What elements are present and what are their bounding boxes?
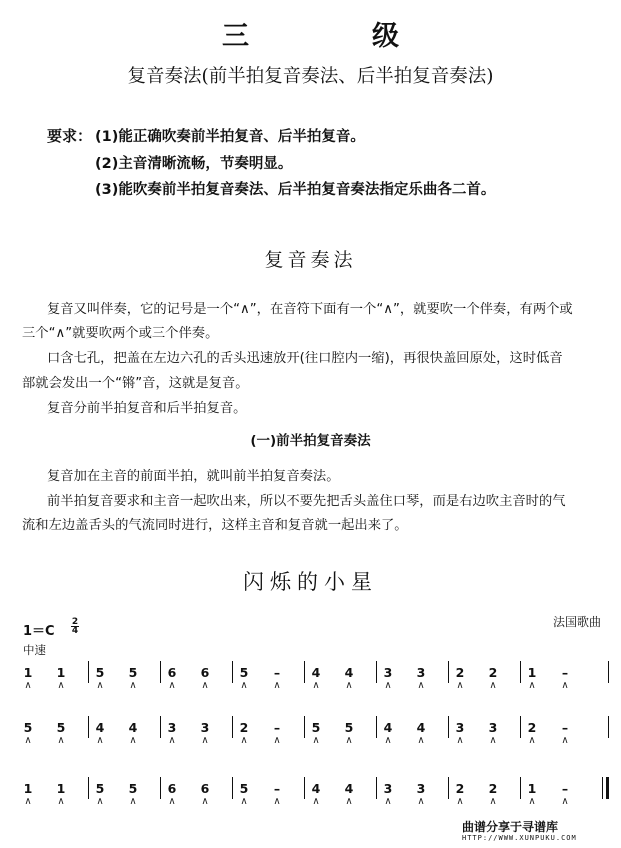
note: 2 [527,720,537,735]
accent-mark: ∧ [168,796,176,807]
note: 1 [527,781,537,796]
note: 4 [128,720,138,735]
accent-mark: ∧ [345,680,353,691]
bar-line [376,716,377,738]
note: 2 [488,781,498,796]
note: 4 [344,665,354,680]
note: 4 [95,720,105,735]
accent-mark: ∧ [96,796,104,807]
accent-mark: ∧ [201,680,209,691]
note: 3 [455,720,465,735]
song-title: 闪烁的小星 [243,570,378,594]
note: 6 [167,665,177,680]
bar-line [448,716,449,738]
accent-mark: ∧ [273,735,281,746]
bar-line [520,661,521,683]
note: 5 [128,665,138,680]
bar-line [160,777,161,799]
accent-mark: ∧ [201,735,209,746]
accent-mark: ∧ [561,680,569,691]
note: 5 [311,720,321,735]
accent-mark: ∧ [561,796,569,807]
note: 5 [128,781,138,796]
bar-line [304,777,305,799]
note: 5 [95,665,105,680]
dash: – [273,665,281,680]
note: 1 [56,665,66,680]
note: 5 [23,720,33,735]
note: 6 [200,665,210,680]
accent-mark: ∧ [96,735,104,746]
dash: – [561,665,569,680]
accent-mark: ∧ [456,680,464,691]
note: 2 [455,665,465,680]
note: 4 [344,781,354,796]
dash: – [273,720,281,735]
dash: – [273,781,281,796]
bar-line [448,661,449,683]
accent-mark: ∧ [489,735,497,746]
accent-mark: ∧ [273,796,281,807]
body-line: 三个“∧”就要吹两个或三个伴奏。 [22,326,219,341]
time-numerator: 2 [71,617,79,627]
time-denominator: 4 [71,626,79,636]
level-title: 三 级 [222,21,447,52]
body-line: 复音加在主音的前面半拍，就叫前半拍复音奏法。 [47,469,340,484]
body-line: 复音又叫伴奏，它的记号是一个“∧”，在音符下面有一个“∧”，就要吹一个伴奏，有两个或 [47,302,573,317]
bar-line [160,716,161,738]
accent-mark: ∧ [528,680,536,691]
bar-line [520,777,521,799]
accent-mark: ∧ [312,796,320,807]
accent-mark: ∧ [312,735,320,746]
note: 2 [239,720,249,735]
requirement-item: (3)能吹奏前半拍复音奏法、后半拍复音奏法指定乐曲各二首。 [95,182,496,198]
note: 3 [200,720,210,735]
body-line: 部就会发出一个“锵”音，这就是复音。 [22,376,249,391]
accent-mark: ∧ [240,680,248,691]
note: 5 [344,720,354,735]
accent-mark: ∧ [129,796,137,807]
body-line: 复音分前半拍复音和后半拍复音。 [47,401,247,416]
requirements-label: 要求： [47,127,93,145]
accent-mark: ∧ [57,680,65,691]
requirement-item: (1)能正确吹奏前半拍复音、后半拍复音。 [95,129,365,145]
bar-line [88,777,89,799]
key-signature: 1＝C [23,624,55,639]
note: 5 [56,720,66,735]
accent-mark: ∧ [57,796,65,807]
time-signature [70,618,80,635]
accent-mark: ∧ [168,680,176,691]
accent-mark: ∧ [417,680,425,691]
lesson-subtitle: 复音奏法(前半拍复音奏法、后半拍复音奏法) [127,66,494,87]
bar-line [520,716,521,738]
bar-line [304,661,305,683]
note: 6 [200,781,210,796]
accent-mark: ∧ [240,735,248,746]
accent-mark: ∧ [168,735,176,746]
accent-mark: ∧ [345,796,353,807]
bar-line [448,777,449,799]
accent-mark: ∧ [57,735,65,746]
note: 5 [239,665,249,680]
accent-mark: ∧ [417,796,425,807]
accent-mark: ∧ [384,735,392,746]
bar-line [232,661,233,683]
note: 4 [311,665,321,680]
bar-line [160,661,161,683]
bar-line [608,661,609,683]
note: 3 [416,781,426,796]
body-line: 流和左边盖舌头的气流同时进行，这样主音和复音就一起出来了。 [22,518,408,533]
body-line: 口含七孔，把盖在左边六孔的舌头迅速放开(往口腔内一缩)，再很快盖回原处，这时低音 [47,351,563,366]
dash: – [561,720,569,735]
note: 1 [23,665,33,680]
accent-mark: ∧ [129,680,137,691]
note: 3 [488,720,498,735]
note: 3 [167,720,177,735]
watermark-text: 曲谱分享于寻谱库 [462,820,559,834]
tempo-marking: 中速 [23,643,46,657]
bar-line [232,716,233,738]
note: 5 [95,781,105,796]
accent-mark: ∧ [384,680,392,691]
accent-mark: ∧ [273,680,281,691]
composer-credit: 法国歌曲 [553,615,602,629]
note: 1 [527,665,537,680]
note: 1 [23,781,33,796]
accent-mark: ∧ [96,680,104,691]
final-bar-thin [602,777,603,799]
bar-line [376,661,377,683]
requirement-item: (2)主音清晰流畅，节奏明显。 [95,156,293,172]
section-title: 复音奏法 [264,249,357,271]
dash: – [561,781,569,796]
note: 2 [455,781,465,796]
note: 4 [416,720,426,735]
accent-mark: ∧ [24,796,32,807]
note: 5 [239,781,249,796]
bar-line [608,716,609,738]
final-bar-thick [606,777,609,799]
accent-mark: ∧ [129,735,137,746]
accent-mark: ∧ [528,735,536,746]
accent-mark: ∧ [201,796,209,807]
note: 3 [383,781,393,796]
bar-line [232,777,233,799]
accent-mark: ∧ [528,796,536,807]
note: 2 [488,665,498,680]
note: 4 [311,781,321,796]
bar-line [304,716,305,738]
accent-mark: ∧ [240,796,248,807]
note: 3 [383,665,393,680]
note: 4 [383,720,393,735]
note: 3 [416,665,426,680]
bar-line [88,716,89,738]
note: 6 [167,781,177,796]
note: 1 [56,781,66,796]
accent-mark: ∧ [417,735,425,746]
watermark-url: HTTP://WWW.XUNPUKU.COM [462,834,577,842]
accent-mark: ∧ [24,680,32,691]
accent-mark: ∧ [489,796,497,807]
accent-mark: ∧ [456,735,464,746]
accent-mark: ∧ [384,796,392,807]
body-line: 前半拍复音要求和主音一起吹出来，所以不要先把舌头盖住口琴，而是右边吹主音时的气 [47,494,566,509]
accent-mark: ∧ [561,735,569,746]
accent-mark: ∧ [489,680,497,691]
accent-mark: ∧ [312,680,320,691]
accent-mark: ∧ [456,796,464,807]
accent-mark: ∧ [345,735,353,746]
accent-mark: ∧ [24,735,32,746]
bar-line [88,661,89,683]
subsection-title: (一)前半拍复音奏法 [250,433,371,449]
bar-line [376,777,377,799]
